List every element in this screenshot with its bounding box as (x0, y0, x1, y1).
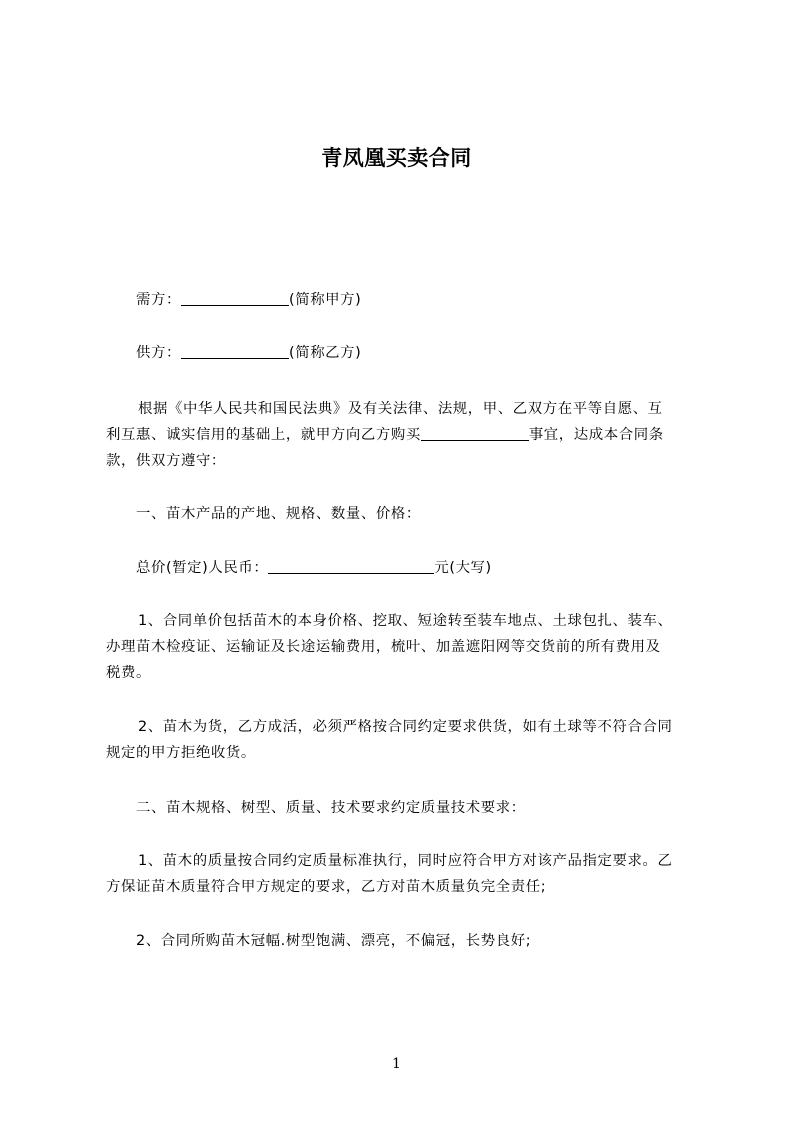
preamble-line-1: 根据《中华人民共和国民法典》及有关法律、法规，甲、乙双方在平等自愿、互 (138, 401, 663, 417)
section-2-item-1 (106, 848, 716, 900)
total-price-blank (268, 557, 434, 574)
section-1-item-2-line-2: 规定的甲方拒绝收货。 (106, 745, 256, 761)
buyer-line (106, 287, 716, 313)
section-1-item-2 (106, 714, 716, 766)
section-1-heading (106, 501, 716, 527)
section-2-heading (106, 795, 716, 821)
section-1-item-1 (106, 608, 716, 686)
preamble-line-3: 款，供双方遵守： (106, 453, 226, 469)
section-2-item-2-line-1: 2、合同所购苗木冠幅.树型饱满、漂亮，不偏冠，长势良好; (136, 933, 532, 949)
purchase-item-blank (421, 424, 529, 441)
seller-line (106, 340, 716, 366)
section-1-item-1-line-1: 1、合同单价包括苗木的本身价格、挖取、短途转至装车地点、土球包扎、装车、 (138, 613, 673, 629)
section-1-item-2-line-1: 2、苗木为货，乙方成活，必须严格按合同约定要求供货，如有土球等不符合合同 (138, 719, 673, 735)
buyer-name-blank (181, 289, 289, 306)
section-1-item-1-line-3: 税费。 (106, 665, 151, 681)
section-2-heading-text: 二、苗木规格、树型、质量、技术要求约定质量技术要求： (136, 800, 526, 816)
section-2-item-2 (106, 928, 716, 954)
section-1-heading-text: 一、苗木产品的产地、规格、数量、价格： (136, 506, 421, 522)
total-price-suffix: 元(大写) (434, 560, 492, 576)
buyer-label: 需方： (136, 292, 181, 308)
total-price-line (106, 555, 716, 581)
section-1-item-1-line-2: 办理苗木检疫证、运输证及长途运输费用，梳叶、加盖遮阳网等交货前的所有费用及 (106, 639, 661, 655)
preamble-line-2 (106, 422, 716, 448)
page-number: 1 (392, 1056, 401, 1072)
buyer-suffix: (简称甲方) (288, 292, 362, 308)
seller-label: 供方： (136, 345, 181, 361)
section-2-item-1-line-2: 方保证苗木质量符合甲方规定的要求，乙方对苗木质量负完全责任; (106, 879, 547, 895)
seller-suffix: (简称乙方) (288, 345, 362, 361)
document-title: 青凤凰买卖合同 (321, 146, 472, 170)
preamble-paragraph (106, 396, 716, 474)
preamble-line-2-after: 事宜，达成本合同条 (528, 427, 664, 443)
section-2-item-1-line-1: 1、苗木的质量按合同约定质量标准执行，同时应符合甲方对该产品指定要求。乙 (138, 853, 673, 869)
seller-name-blank (181, 342, 289, 359)
preamble-line-2-before: 利互惠、诚实信用的基础上，就甲方向乙方购买 (106, 427, 421, 443)
total-price-label: 总价(暂定)人民币： (136, 560, 269, 576)
